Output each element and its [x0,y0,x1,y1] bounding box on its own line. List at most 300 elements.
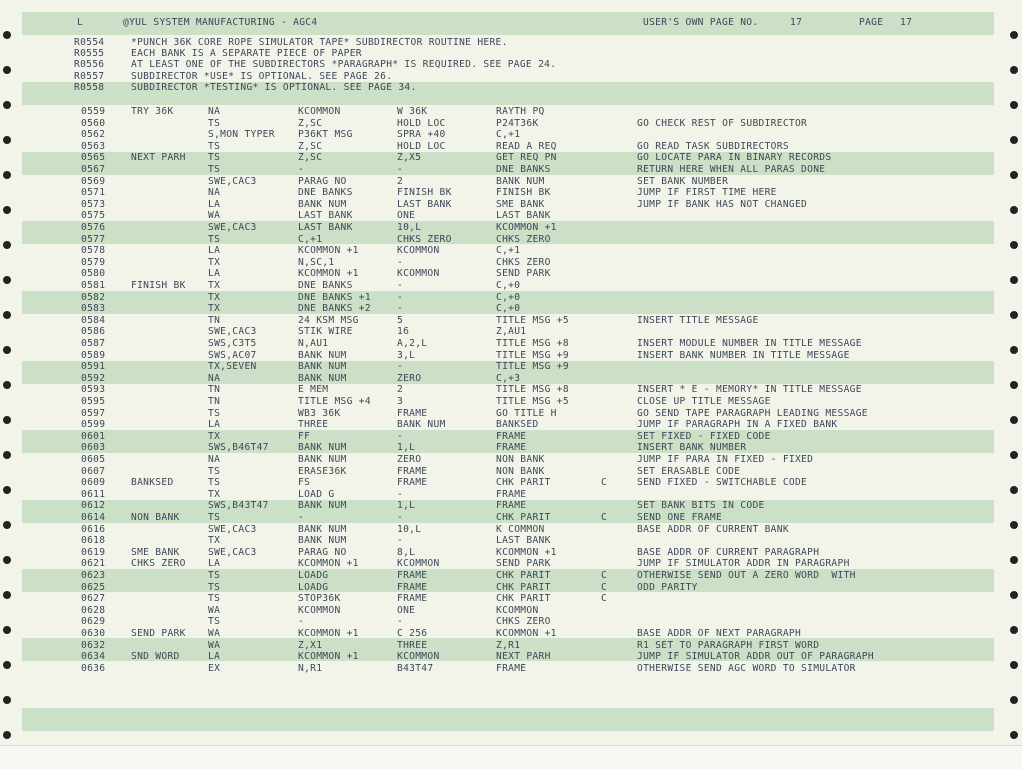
location-label: NON BANK [131,512,180,523]
line-number: 0599 [81,419,106,431]
comment-field: BASE ADDR OF CURRENT PARAGRAPH [637,546,820,558]
flag-field: C [601,593,608,605]
target-field: KCOMMON +1 [496,546,557,558]
operand-field: - [397,430,404,442]
target-field: RAYTH PQ [496,106,545,117]
remark-text: SUBDIRECTOR *TESTING* IS OPTIONAL. SEE PAGE 34. [131,81,417,93]
operand-field: Z,X5 [397,152,422,164]
target-field: C,+1 [496,245,521,257]
line-number: 0595 [81,396,106,407]
address-field: BANK NUM [298,349,347,361]
line-number: 0573 [81,198,106,210]
line-number: 0567 [81,164,106,175]
feed-hole [1010,486,1018,494]
op-code: TS [208,117,221,129]
comment-field: INSERT BANK NUMBER [637,442,747,454]
address-field: WB3 36K [298,407,341,419]
feed-hole [1010,311,1018,319]
op-code: LA [208,419,221,431]
line-number: 0592 [81,372,106,384]
op-code: SWS,B46T47 [208,442,269,454]
address-field: - [298,616,305,628]
operand-field: - [397,512,404,523]
user-page-label: USER'S OWN PAGE NO. [643,17,759,28]
comment-field: SET BANK BITS IN CODE [637,500,765,512]
op-code: TS [208,140,221,152]
comment-field: SEND ONE FRAME [637,512,723,523]
op-code: TX [208,535,221,547]
feed-hole [1010,626,1018,634]
line-number: 0565 [81,152,106,164]
line-number: 0618 [81,535,106,547]
operand-field: SPRA +40 [397,129,446,141]
address-field: KCOMMON +1 [298,558,359,570]
comment-field: JUMP IF SIMULATOR ADDR OUT OF PARAGRAPH [637,651,874,663]
op-code: WA [208,210,221,222]
comment-field: OTHERWISE SEND AGC WORD TO SIMULATOR [637,662,856,674]
comment-field: OTHERWISE SEND OUT A ZERO WORD WITH [637,570,856,581]
address-field: BANK NUM [298,198,347,210]
op-code: TN [208,384,221,396]
op-code: LA [208,558,221,570]
feed-hole [1010,66,1018,74]
comment-field: BASE ADDR OF CURRENT BANK [637,523,789,535]
address-field: LOADG [298,570,329,581]
operand-field: FRAME [397,581,428,593]
address-field: DNE BANKS +2 [298,303,371,315]
op-code: TX [208,256,221,268]
operand-field: FRAME [397,593,428,605]
target-field: SEND PARK [496,268,551,280]
feed-hole [1010,206,1018,214]
target-field: NEXT PARH [496,651,551,663]
line-number: 0578 [81,245,106,257]
remark-text: *PUNCH 36K CORE ROPE SIMULATOR TAPE* SUBDIRECTOR ROUTINE HERE. [131,37,508,48]
operand-field: - [397,361,404,373]
feed-hole [3,416,11,424]
address-field: THREE [298,419,329,431]
operand-field: - [397,303,404,315]
flag-field: C [601,477,608,489]
address-field: LOADG [298,581,329,593]
operand-field: - [397,535,404,547]
line-number: 0577 [81,233,106,245]
op-code: S,MON TYPER [208,129,275,141]
address-field: N,R1 [298,662,323,674]
operand-field: KCOMMON [397,558,440,570]
target-field: FRAME [496,500,527,512]
target-field: GET REQ PN [496,152,557,164]
remark-text: SUBDIRECTOR *USE* IS OPTIONAL. SEE PAGE 26. [131,70,393,82]
comment-field: SET BANK NUMBER [637,175,729,187]
feed-hole [1010,731,1018,739]
operand-field: FINISH BK [397,187,452,199]
comment-field: JUMP IF FIRST TIME HERE [637,187,777,199]
op-code: NA [208,187,221,199]
op-code: WA [208,628,221,639]
address-field: STOP36K [298,593,341,605]
feed-hole [1010,521,1018,529]
target-field: DNE BANKS [496,164,551,175]
remark-line-number: R0555 [74,48,105,60]
target-field: TITLE MSG +9 [496,361,569,373]
target-field: TITLE MSG +9 [496,349,569,361]
line-number: 0632 [81,639,106,651]
comment-field: JUMP IF PARA IN FIXED - FIXED [637,454,814,465]
address-field: BANK NUM [298,523,347,535]
target-field: FRAME [496,442,527,454]
comment-field: SEND FIXED - SWITCHABLE CODE [637,477,808,489]
operand-field: FRAME [397,477,428,489]
location-label: FINISH BK [131,280,186,291]
target-field: FRAME [496,430,527,442]
address-field: 24 KSM MSG [298,314,359,326]
operand-field: CHKS ZERO [397,233,452,245]
green-band [22,708,994,731]
operand-field: THREE [397,639,428,651]
operand-field: KCOMMON [397,651,440,663]
address-field: - [298,512,305,523]
target-field: K COMMON [496,523,545,535]
target-field: GO TITLE H [496,407,557,419]
feed-hole [1010,346,1018,354]
operand-field: FRAME [397,407,428,419]
feed-hole [3,381,11,389]
location-label: TRY 36K [131,106,174,117]
operand-field: 8,L [397,546,416,558]
op-code: SWS,C3T5 [208,338,257,349]
line-number: 0616 [81,523,106,535]
address-field: Z,SC [298,152,323,164]
target-field: TITLE MSG +5 [496,396,569,407]
operand-field: 16 [397,326,410,338]
comment-field: INSERT * E - MEMORY* IN TITLE MESSAGE [637,384,862,396]
comment-field: INSERT TITLE MESSAGE [637,314,759,326]
location-label: NEXT PARH [131,152,186,164]
comment-field: GO READ TASK SUBDIRECTORS [637,140,789,152]
operand-field: - [397,616,404,628]
address-field: BANK NUM [298,500,347,512]
comment-field: GO CHECK REST OF SUBDIRECTOR [637,117,808,129]
operand-field: ONE [397,210,416,222]
comment-field: GO LOCATE PARA IN BINARY RECORDS [637,152,832,164]
location-label: SME BANK [131,546,180,558]
feed-hole [1010,696,1018,704]
line-number: 0625 [81,581,106,593]
operand-field: 3 [397,396,404,407]
system-title: @YUL SYSTEM MANUFACTURING - AGC4 [123,17,318,28]
target-field: FRAME [496,662,527,674]
address-field: STIK WIRE [298,326,353,338]
target-field: LAST BANK [496,210,551,222]
operand-field: - [397,488,404,500]
address-field: LAST BANK [298,210,353,222]
comment-field: INSERT MODULE NUMBER IN TITLE MESSAGE [637,338,862,349]
location-label: CHKS ZERO [131,558,186,570]
address-field: N,SC,1 [298,256,335,268]
target-field: TITLE MSG +5 [496,314,569,326]
line-number: 0576 [81,222,106,233]
target-field: CHKS ZERO [496,616,551,628]
target-field: CHK PARIT [496,512,551,523]
remark-line-number: R0557 [74,70,105,82]
target-field: FRAME [496,488,527,500]
op-code: WA [208,604,221,616]
line-number: 0607 [81,465,106,477]
feed-hole [1010,31,1018,39]
target-field: READ A REQ [496,140,557,152]
target-field: NON BANK [496,465,545,477]
feed-hole [1010,416,1018,424]
flag-field: C [601,512,608,523]
feed-hole [1010,136,1018,144]
op-code: SWE,CAC3 [208,326,257,338]
operand-field: ZERO [397,454,422,465]
line-number: 0601 [81,430,106,442]
address-field: N,AU1 [298,338,329,349]
op-code: TX,SEVEN [208,361,257,373]
line-number: 0581 [81,280,106,291]
operand-field: 10,L [397,523,422,535]
op-code: TS [208,164,221,175]
op-code: TX [208,291,221,303]
remark-line-number: R0554 [74,37,105,48]
op-code: NA [208,454,221,465]
operand-field: 5 [397,314,404,326]
comment-field: JUMP IF PARAGRAPH IN A FIXED BANK [637,419,838,431]
address-field: KCOMMON [298,106,341,117]
feed-hole [1010,381,1018,389]
comment-field: R1 SET TO PARAGRAPH FIRST WORD [637,639,820,651]
operand-field: LAST BANK [397,198,452,210]
target-field: Z,AU1 [496,326,527,338]
op-code: TS [208,581,221,593]
address-field: Z,SC [298,140,323,152]
op-code: TS [208,593,221,605]
operand-field: 1,L [397,442,416,454]
feed-hole [3,626,11,634]
operand-field: ZERO [397,372,422,384]
page-number: 17 [900,17,913,28]
comment-field: CLOSE UP TITLE MESSAGE [637,396,771,407]
operand-field: HOLD LOC [397,117,446,129]
target-field: C,+0 [496,280,521,291]
remark-line-number: R0556 [74,59,105,71]
feed-hole [1010,171,1018,179]
feed-hole [3,486,11,494]
target-field: P24T36K [496,117,539,129]
address-field: P36KT MSG [298,129,353,141]
target-field: KCOMMON [496,604,539,616]
op-code: TS [208,465,221,477]
line-number: 0593 [81,384,106,396]
op-code: LA [208,245,221,257]
operand-field: B43T47 [397,662,434,674]
op-code: TN [208,314,221,326]
target-field: TITLE MSG +8 [496,338,569,349]
address-field: E MEM [298,384,329,396]
op-code: TS [208,152,221,164]
target-field: CHK PARIT [496,593,551,605]
op-code: TS [208,570,221,581]
address-field: KCOMMON +1 [298,651,359,663]
line-number: 0614 [81,512,106,523]
target-field: KCOMMON +1 [496,628,557,639]
line-number: 0611 [81,488,106,500]
op-code: LA [208,198,221,210]
target-field: BANKSED [496,419,539,431]
line-number: 0583 [81,303,106,315]
operand-field: W 36K [397,106,428,117]
feed-hole [3,661,11,669]
target-field: C,+0 [496,291,521,303]
operand-field: 3,L [397,349,416,361]
op-code: TX [208,430,221,442]
op-code: TX [208,280,221,291]
address-field: BANK NUM [298,535,347,547]
line-number: 0623 [81,570,106,581]
feed-hole [3,731,11,739]
location-label: SND WORD [131,651,180,663]
address-field: KCOMMON +1 [298,628,359,639]
feed-hole [3,311,11,319]
flag-field: C [601,581,608,593]
address-field: LOAD G [298,488,335,500]
feed-hole [3,66,11,74]
target-field: Z,R1 [496,639,521,651]
target-field: CHKS ZERO [496,256,551,268]
flag-field: C [601,570,608,581]
operand-field: HOLD LOC [397,140,446,152]
address-field: DNE BANKS [298,280,353,291]
op-code: LA [208,268,221,280]
op-code: SWE,CAC3 [208,523,257,535]
address-field: TITLE MSG +4 [298,396,371,407]
op-code: TX [208,488,221,500]
operand-field: FRAME [397,465,428,477]
operand-field: 1,L [397,500,416,512]
line-number: 0636 [81,662,106,674]
address-field: BANK NUM [298,372,347,384]
line-number: 0562 [81,129,106,141]
feed-hole [3,241,11,249]
line-number: 0621 [81,558,106,570]
page-bottom-margin [0,745,1022,769]
line-number: 0586 [81,326,106,338]
remark-text: EACH BANK IS A SEPARATE PIECE OF PAPER [131,48,362,60]
op-code: SWS,B43T47 [208,500,269,512]
address-field: FF [298,430,311,442]
address-field: KCOMMON +1 [298,245,359,257]
target-field: C,+0 [496,303,521,315]
feed-hole [1010,591,1018,599]
op-code: TS [208,512,221,523]
feed-hole [1010,241,1018,249]
remark-text: AT LEAST ONE OF THE SUBDIRECTORS *PARAGRAPH* IS REQUIRED. SEE PAGE 24. [131,59,557,71]
comment-field: INSERT BANK NUMBER IN TITLE MESSAGE [637,349,850,361]
line-number: 0582 [81,291,106,303]
target-field: CHKS ZERO [496,233,551,245]
op-code: NA [208,106,221,117]
line-number: 0571 [81,187,106,199]
feed-hole [3,171,11,179]
feed-hole [3,556,11,564]
target-field: SEND PARK [496,558,551,570]
line-number: 0579 [81,256,106,268]
operand-field: KCOMMON [397,245,440,257]
line-number: 0634 [81,651,106,663]
line-number: 0609 [81,477,106,489]
op-code: TS [208,616,221,628]
feed-hole [3,451,11,459]
comment-field: SET FIXED - FIXED CODE [637,430,771,442]
line-number: 0627 [81,593,106,605]
address-field: PARAG NO [298,175,347,187]
address-field: LAST BANK [298,222,353,233]
address-field: DNE BANKS [298,187,353,199]
line-number: 0629 [81,616,106,628]
target-field: NON BANK [496,454,545,465]
op-code: TN [208,396,221,407]
op-code: LA [208,651,221,663]
target-field: FINISH BK [496,187,551,199]
op-code: WA [208,639,221,651]
line-number: 0591 [81,361,106,373]
op-code: TX [208,303,221,315]
feed-hole [1010,661,1018,669]
line-number: 0560 [81,117,106,129]
target-field: CHK PARIT [496,477,551,489]
address-field: KCOMMON [298,604,341,616]
header-left-mark: L [77,17,84,28]
op-code: TS [208,477,221,489]
operand-field: 2 [397,175,404,187]
user-page-number: 17 [790,17,803,28]
address-field: Z,SC [298,117,323,129]
operand-field: BANK NUM [397,419,446,431]
line-number: 0597 [81,407,106,419]
line-number: 0605 [81,454,106,465]
line-number: 0603 [81,442,106,454]
feed-hole [3,31,11,39]
comment-field: JUMP IF SIMULATOR ADDR IN PARAGRAPH [637,558,850,570]
feed-hole [3,346,11,354]
comment-field: JUMP IF BANK HAS NOT CHANGED [637,198,808,210]
address-field: ERASE36K [298,465,347,477]
operand-field: FRAME [397,570,428,581]
feed-hole [3,696,11,704]
address-field: BANK NUM [298,454,347,465]
op-code: EX [208,662,221,674]
op-code: NA [208,372,221,384]
feed-hole [1010,451,1018,459]
feed-hole [1010,276,1018,284]
address-field: KCOMMON +1 [298,268,359,280]
op-code: TS [208,407,221,419]
target-field: KCOMMON +1 [496,222,557,233]
line-number: 0575 [81,210,106,222]
line-number: 0587 [81,338,106,349]
feed-hole [3,591,11,599]
target-field: SME BANK [496,198,545,210]
target-field: CHK PARIT [496,581,551,593]
feed-hole [3,101,11,109]
feed-hole [1010,556,1018,564]
feed-hole [3,276,11,284]
line-number: 0628 [81,604,106,616]
target-field: LAST BANK [496,535,551,547]
feed-hole [1010,101,1018,109]
